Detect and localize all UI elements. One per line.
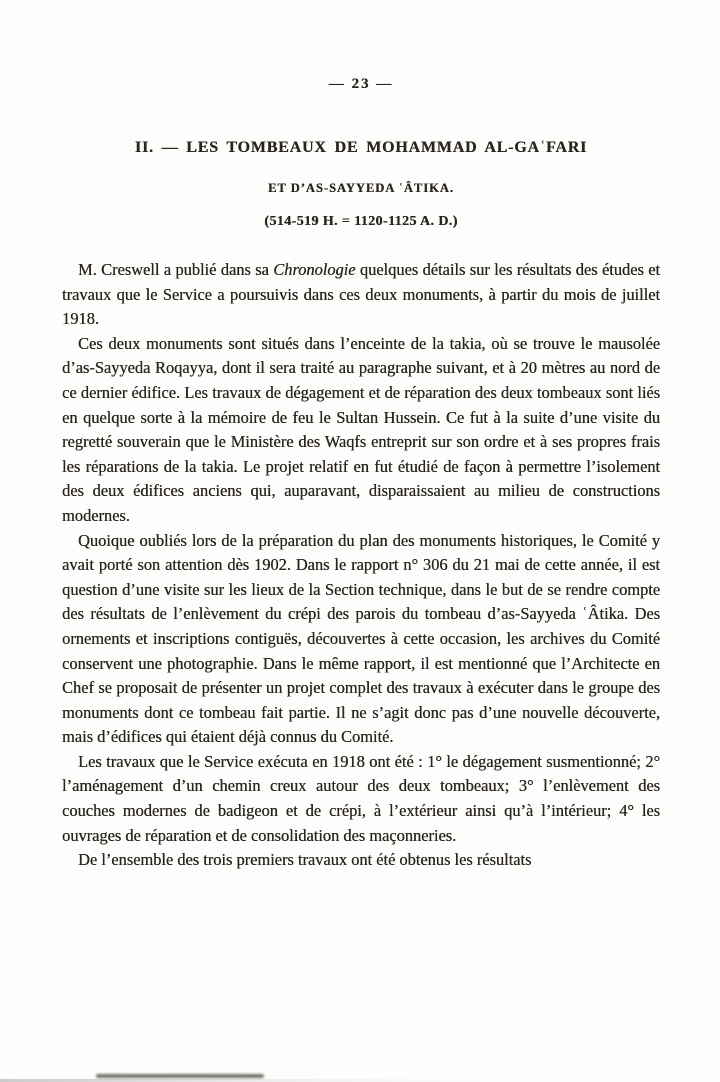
scan-artifact <box>96 1074 264 1078</box>
text-run-italic: Chronologie <box>273 260 356 279</box>
paragraph-4 <box>62 750 660 848</box>
paragraph-2 <box>62 332 660 529</box>
paragraph-1 <box>62 258 660 332</box>
paragraph-5 <box>62 848 660 873</box>
text-run: Quoique oubliés lors de la préparation du plan des monuments historiques, le Comité y avait porté son attention dès 1902. Dans le rapport n° 306 du 21 mai de cette année, il est question d’une visite sur les lieux de la Section technique, dans le but de se rendre compte des résultats de l’enlèvement du crépi des parois du tombeau d’as-Sayyeda ʿÂtika. Des ornements et inscriptions contiguës, découvertes à cette occasion, les archives du Comité conservent une photographie. Dans le même rapport, il est mentionné que l’Architecte en Chef se proposait de présenter un projet complet des travaux à exécuter dans le groupe des monuments dont ce tombeau fait partie. Il ne s’agit donc pas d’une nouvelle découverte, mais d’édifices qui étaient déjà connus du Comité. <box>62 530 660 747</box>
page-number: — 23 — <box>328 76 394 92</box>
date-range: (514-519 H. = 1120-1125 A. D.) <box>264 214 458 229</box>
text-run: De l’ensemble des trois premiers travaux ont été obtenus les résultats <box>78 850 532 870</box>
text-run: Ces deux monuments sont situés dans l’enceinte de la takia, où se trouve le mausolée d’as-Sayyeda Roqayya, dont il sera traité au paragraphe suivant, et à 20 mètres au nord de ce dernier édifice. Les travaux de dégagement et de réparation des deux tombeaux sont liés en quelque sorte à la mémoire de feu le Sultan Hussein. Ce fut à la suite d’une visite du regretté souverain que le Ministère des Waqfs entreprit sur son ordre et à ses propres frais les réparations de la takia. Le projet relatif en fut étudié de façon à permettre l’isolement des deux édifices anciens qui, auparavant, disparaissaient au milieu de constructions modernes. <box>62 333 660 525</box>
section-subheading: ET D’AS-SAYYEDA ʿÂTIKA. <box>268 181 454 195</box>
paragraph-3 <box>62 529 660 750</box>
section-heading: II. — LES TOMBEAUX DE MOHAMMAD AL-GAʿFARI <box>134 139 588 156</box>
text-run: M. Creswell a publié dans sa <box>78 260 274 279</box>
body-text <box>62 258 660 873</box>
text-run: Les travaux que le Service exécuta en 1918 ont été : 1° le dégagement susmentionné; 2° l’aménagement d’un chemin creux autour des deux tombeaux; 3° l’enlèvement des couches modernes de badigeon et de crépi, à l’extérieur ainsi qu’à l’intérieur; 4° les ouvrages de réparation et de consolidation des maçonneries. <box>62 751 660 845</box>
text-run: quelques détails sur les résultats des études et travaux que le Service a poursuivis dans ces deux monuments, à partir du mois de juillet 1918. <box>62 260 660 329</box>
